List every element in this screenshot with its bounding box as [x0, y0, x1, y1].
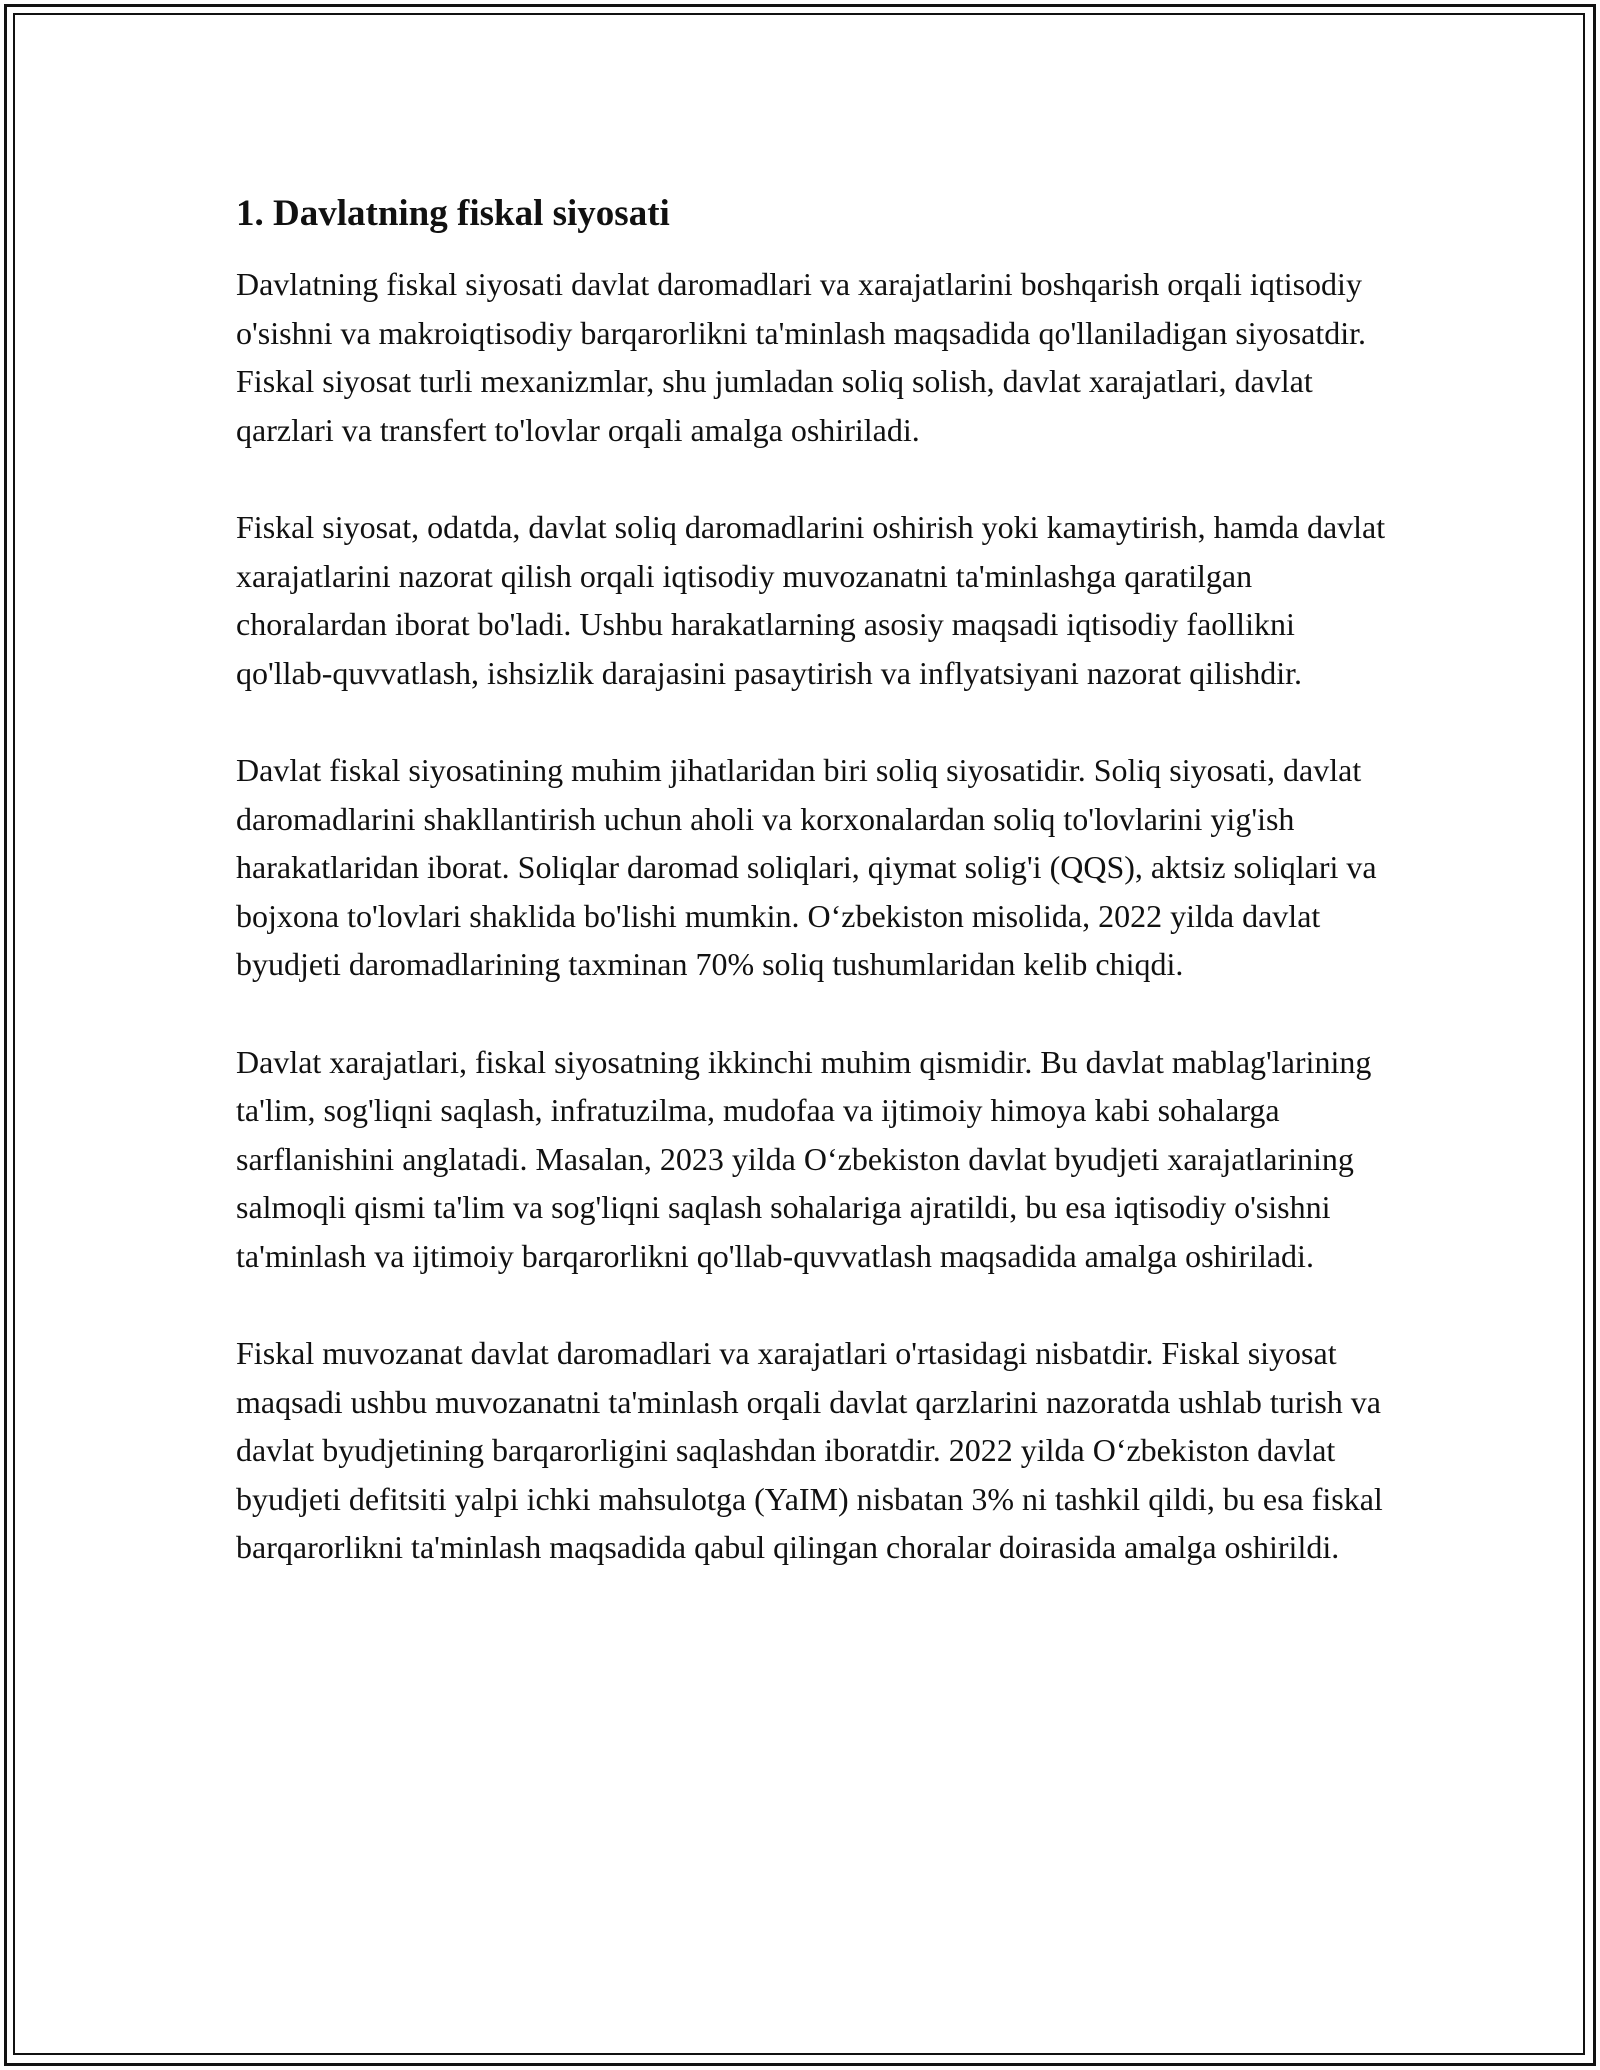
section-heading: 1. Davlatning fiskal siyosati	[236, 193, 670, 234]
paragraph-4: Davlat xarajatlari, fiskal siyosatning ikkinchi muhim qismidir. Bu davlat mablag'larining ta'lim, sog'liqni saqlash, infratuzilma, mudofaa va ijtimoiy himoya kabi sohalarga sarflanishini anglatadi. Masalan, 2023 yilda O‘zbekiston davlat byudjeti xarajatlarining salmoqli qismi ta'lim va sog'liqni saqlash sohalariga ajratildi, bu esa iqtisodiy o'sishni ta'minlash va ijtimoiy barqarorlikni qo'llab-quvvatlash maqsadida amalga oshiriladi.	[236, 1043, 1372, 1274]
paragraph-1: Davlatning fiskal siyosati davlat daromadlari va xarajatlarini boshqarish orqali iqtisodiy o'sishni va makroiqtisodiy barqarorlikni ta'minlash maqsadida qo'llaniladigan siyosatdir. Fiskal siyosat turli mexanizmlar, shu jumladan soliq solish, davlat xarajatlari, davlat qarzlari va transfert to'lovlar orqali amalga oshiriladi.	[236, 266, 1366, 448]
document-body	[236, 186, 1386, 1621]
paragraph-2: Fiskal siyosat, odatda, davlat soliq daromadlarini oshirish yoki kamaytirish, hamda davlat xarajatlarini nazorat qilish orqali iqtisodiy muvozanatni ta'minlashga qaratilgan choralardan iborat bo'ladi. Ushbu harakatlarning asosiy maqsadi iqtisodiy faollikni qo'llab-quvvatlash, ishsizlik darajasini pasaytirish va inflyatsiyani nazorat qilishdir.	[236, 509, 1386, 691]
paragraph-3: Davlat fiskal siyosatining muhim jihatlaridan biri soliq siyosatidir. Soliq siyosati, davlat daromadlarini shakllantirish uchun aholi va korxonalardan soliq to'lovlarini yig'ish harakatlaridan iborat. Soliqlar daromad soliqlari, qiymat solig'i (QQS), aktsiz soliqlari va bojxona to'lovlari shaklida bo'lishi mumkin. O‘zbekiston misolida, 2022 yilda davlat byudjeti daromadlarining taxminan 70% soliq tushumlaridan kelib chiqdi.	[236, 752, 1377, 982]
paragraph-5: Fiskal muvozanat davlat daromadlari va xarajatlari o'rtasidagi nisbatdir. Fiskal siyosat maqsadi ushbu muvozanatni ta'minlash orqali davlat qarzlarini nazoratda ushlab turish va davlat byudjetining barqarorligini saqlashdan iboratdir. 2022 yilda O‘zbekiston davlat byudjeti defitsiti yalpi ichki mahsulotga (YaIM) nisbatan 3% ni tashkil qildi, bu esa fiskal barqarorlikni ta'minlash maqsadida qabul qilingan choralar doirasida amalga oshirildi.	[236, 1335, 1383, 1565]
